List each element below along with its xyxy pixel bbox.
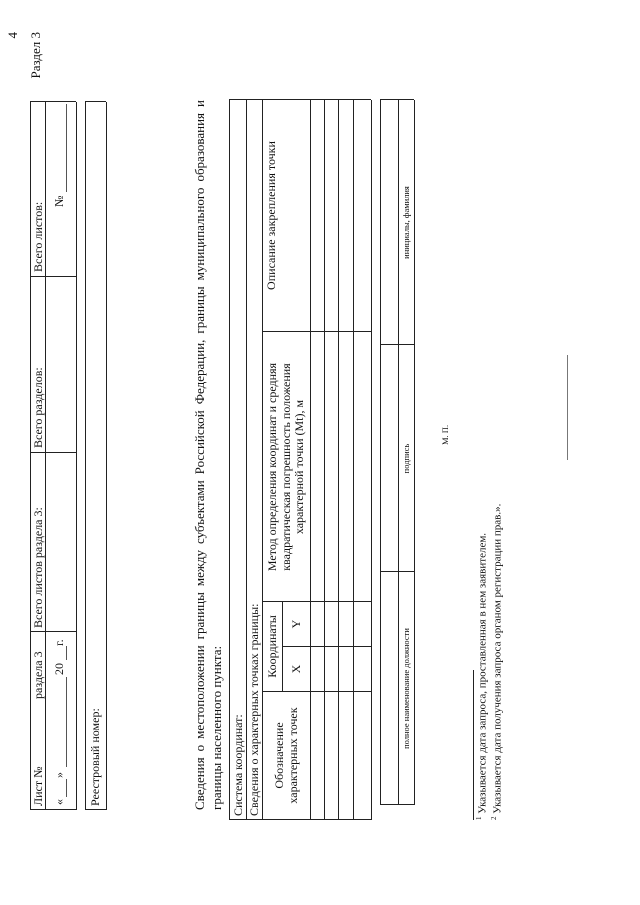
section-heading: Раздел 3 xyxy=(28,32,43,79)
col-point-designation: Обозначение характерных точек xyxy=(271,707,300,804)
date-year-suffix: г. xyxy=(52,639,66,646)
stamp-place: М. П. xyxy=(440,424,450,445)
date-open-quote: « xyxy=(52,799,66,805)
col-coordinates: Координаты xyxy=(264,615,279,678)
date-year-prefix: 20 xyxy=(52,663,66,675)
total-sheets-label: Всего листов: xyxy=(31,201,45,272)
number-sign: № xyxy=(52,195,66,207)
col-method: Метод определения координат и средняя квадратическая погрешность положения характерной точки (Mt), м xyxy=(264,362,307,572)
coordinate-system-label: Система координат: xyxy=(231,714,245,816)
footnote-1 xyxy=(475,533,490,820)
footnote-2 xyxy=(490,504,505,820)
footnote-1-marker: 1 xyxy=(475,816,483,820)
signature-caption: подпись xyxy=(400,443,411,474)
points-info-label: Сведения о характерных точках границы: xyxy=(247,603,261,816)
registry-number-label: Реестровый номер: xyxy=(88,708,102,806)
page-number: 4 xyxy=(5,32,20,39)
footnote-2-text: Указывается дата получения запроса органом регистрации прав.». xyxy=(491,503,504,814)
total-sections-label: Всего разделов: xyxy=(31,367,45,448)
position-caption: полное наименование должности xyxy=(400,628,411,749)
name-caption: инициалы, фамилия xyxy=(400,186,411,259)
col-description: Описание закрепления точки xyxy=(264,141,278,290)
col-y: Y xyxy=(288,619,303,629)
col-x: X xyxy=(288,664,303,674)
intro-text: Сведения о местоположении границы между субъектами Российской Федерации, границы муниципального образования и границы населенного пункта: xyxy=(192,100,224,810)
sheets-in-section-label: Всего листов раздела 3: xyxy=(31,507,45,628)
footnote-2-marker: 2 xyxy=(490,816,498,820)
sheet-number-label: Лист № xyxy=(31,766,45,806)
section-label: раздела 3 xyxy=(31,651,45,699)
date-close-quote: » xyxy=(52,772,66,778)
blank-line xyxy=(567,355,568,460)
footnote-1-text: Указывается дата запроса, проставленная в нем заявителем. xyxy=(476,532,489,814)
